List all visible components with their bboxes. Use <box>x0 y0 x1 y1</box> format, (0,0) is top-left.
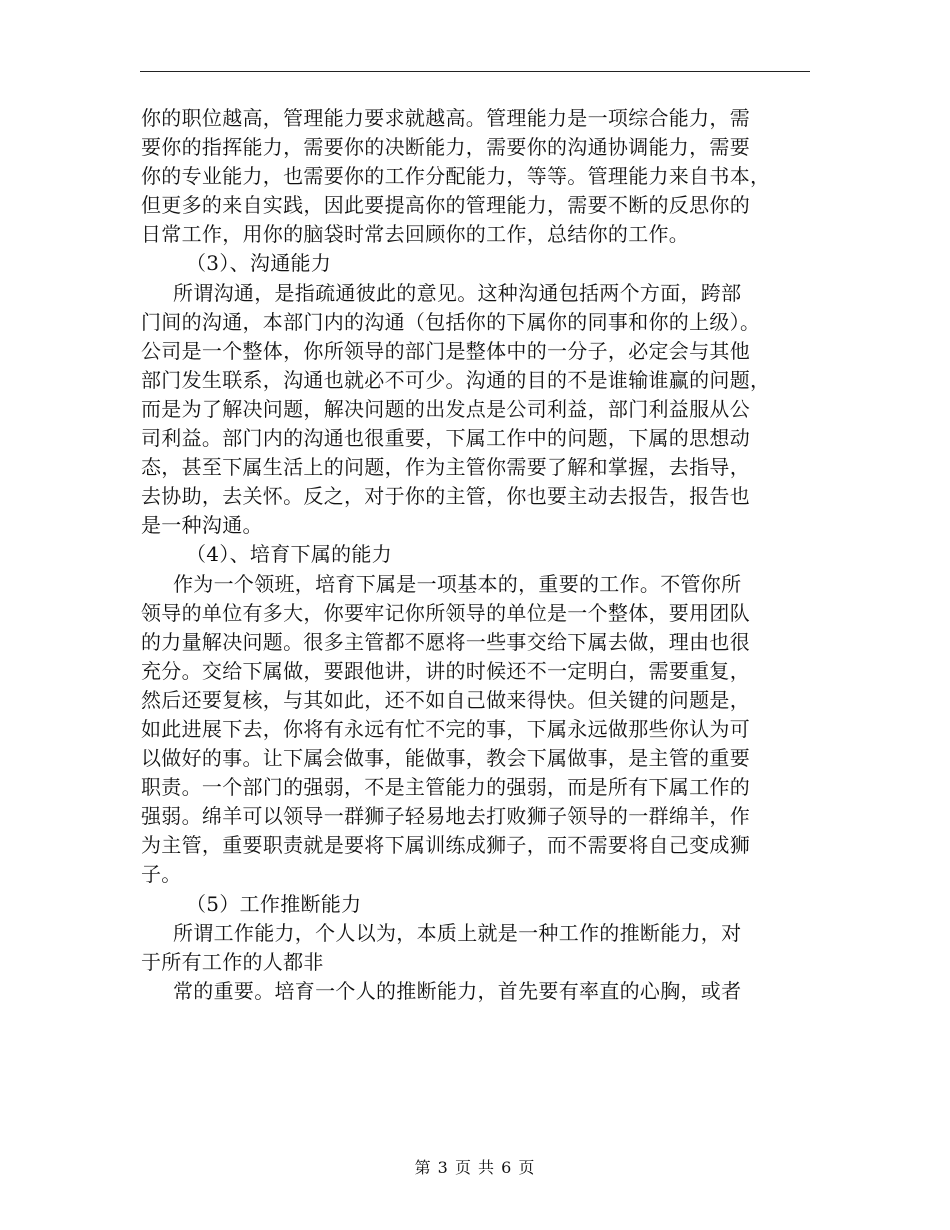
paragraph-line: 司利益。部门内的沟通也很重要，下属工作中的问题，下属的思想动 <box>141 426 750 451</box>
paragraph-line: 你的专业能力，也需要你的工作分配能力，等等。管理能力来自书本， <box>141 164 771 189</box>
section-heading: （5）工作推断能力 <box>186 891 362 916</box>
paragraph-line: 态，甚至下属生活上的问题，作为主管你需要了解和掌握，去指导， <box>141 455 750 480</box>
section-heading: （3）、沟通能力 <box>186 251 332 276</box>
paragraph-line: 然后还要复核，与其如此，还不如自己做来得快。但关键的问题是， <box>141 687 750 712</box>
paragraph-line: 为主管，重要职责就是要将下属训练成狮子，而不需要将自己变成狮 <box>141 833 750 858</box>
paragraph-line: 强弱。绵羊可以领导一群狮子轻易地去打败狮子领导的一群绵羊，作 <box>141 804 750 829</box>
paragraph-line: 公司是一个整体，你所领导的部门是整体中的一分子，必定会与其他 <box>141 338 750 363</box>
paragraph-line: 于所有工作的人都非 <box>141 949 324 974</box>
paragraph-line: 以做好的事。让下属会做事，能做事，教会下属做事，是主管的重要 <box>141 746 750 771</box>
paragraph-line: 的力量解决问题。很多主管都不愿将一些事交给下属去做，理由也很 <box>141 629 750 654</box>
paragraph-line: 要你的指挥能力，需要你的决断能力，需要你的沟通协调能力，需要 <box>141 135 750 160</box>
section-heading: （4）、培育下属的能力 <box>186 542 393 567</box>
paragraph-line: 是一种沟通。 <box>141 513 263 538</box>
paragraph-line: 去协助，去关怀。反之，对于你的主管，你也要主动去报告，报告也 <box>141 484 750 509</box>
paragraph-line: 作为一个领班，培育下属是一项基本的，重要的工作。不管你所 <box>173 571 742 596</box>
paragraph-line: 如此进展下去，你将有永远有忙不完的事，下属永远做那些你认为可 <box>141 716 750 741</box>
paragraph-line: 充分。交给下属做，要跟他讲，讲的时候还不一定明白，需要重复， <box>141 658 750 683</box>
document-body <box>141 104 809 1006</box>
paragraph-line: 你的职位越高，管理能力要求就越高。管理能力是一项综合能力，需 <box>141 106 750 130</box>
paragraph-line: 门间的沟通，本部门内的沟通（包括你的下属你的同事和你的上级）。 <box>141 309 761 334</box>
paragraph-line: 常的重要。培育一个人的推断能力，首先要有率直的心胸，或者 <box>173 978 742 1003</box>
paragraph-line: 所谓工作能力，个人以为，本质上就是一种工作的推断能力，对 <box>173 920 742 945</box>
paragraph-line: 而是为了解决问题，解决问题的出发点是公司利益，部门利益服从公 <box>141 396 750 421</box>
paragraph-line: 子。 <box>141 862 182 887</box>
paragraph-line: 日常工作，用你的脑袋时常去回顾你的工作，总结你的工作。 <box>141 222 690 247</box>
paragraph-line: 职责。一个部门的强弱，不是主管能力的强弱，而是所有下属工作的 <box>141 775 750 800</box>
header-rule <box>140 71 810 72</box>
page-number: 第 3 页 共 6 页 <box>414 1158 536 1177</box>
paragraph-line: 领导的单位有多大，你要牢记你所领导的单位是一个整体，要用团队 <box>141 600 750 625</box>
paragraph-line: 部门发生联系，沟通也就必不可少。沟通的目的不是谁输谁赢的问题， <box>141 367 771 392</box>
paragraph-line: 所谓沟通，是指疏通彼此的意见。这种沟通包括两个方面，跨部 <box>173 280 742 305</box>
paragraph-line: 但更多的来自实践，因此要提高你的管理能力，需要不断的反思你的 <box>141 193 750 218</box>
